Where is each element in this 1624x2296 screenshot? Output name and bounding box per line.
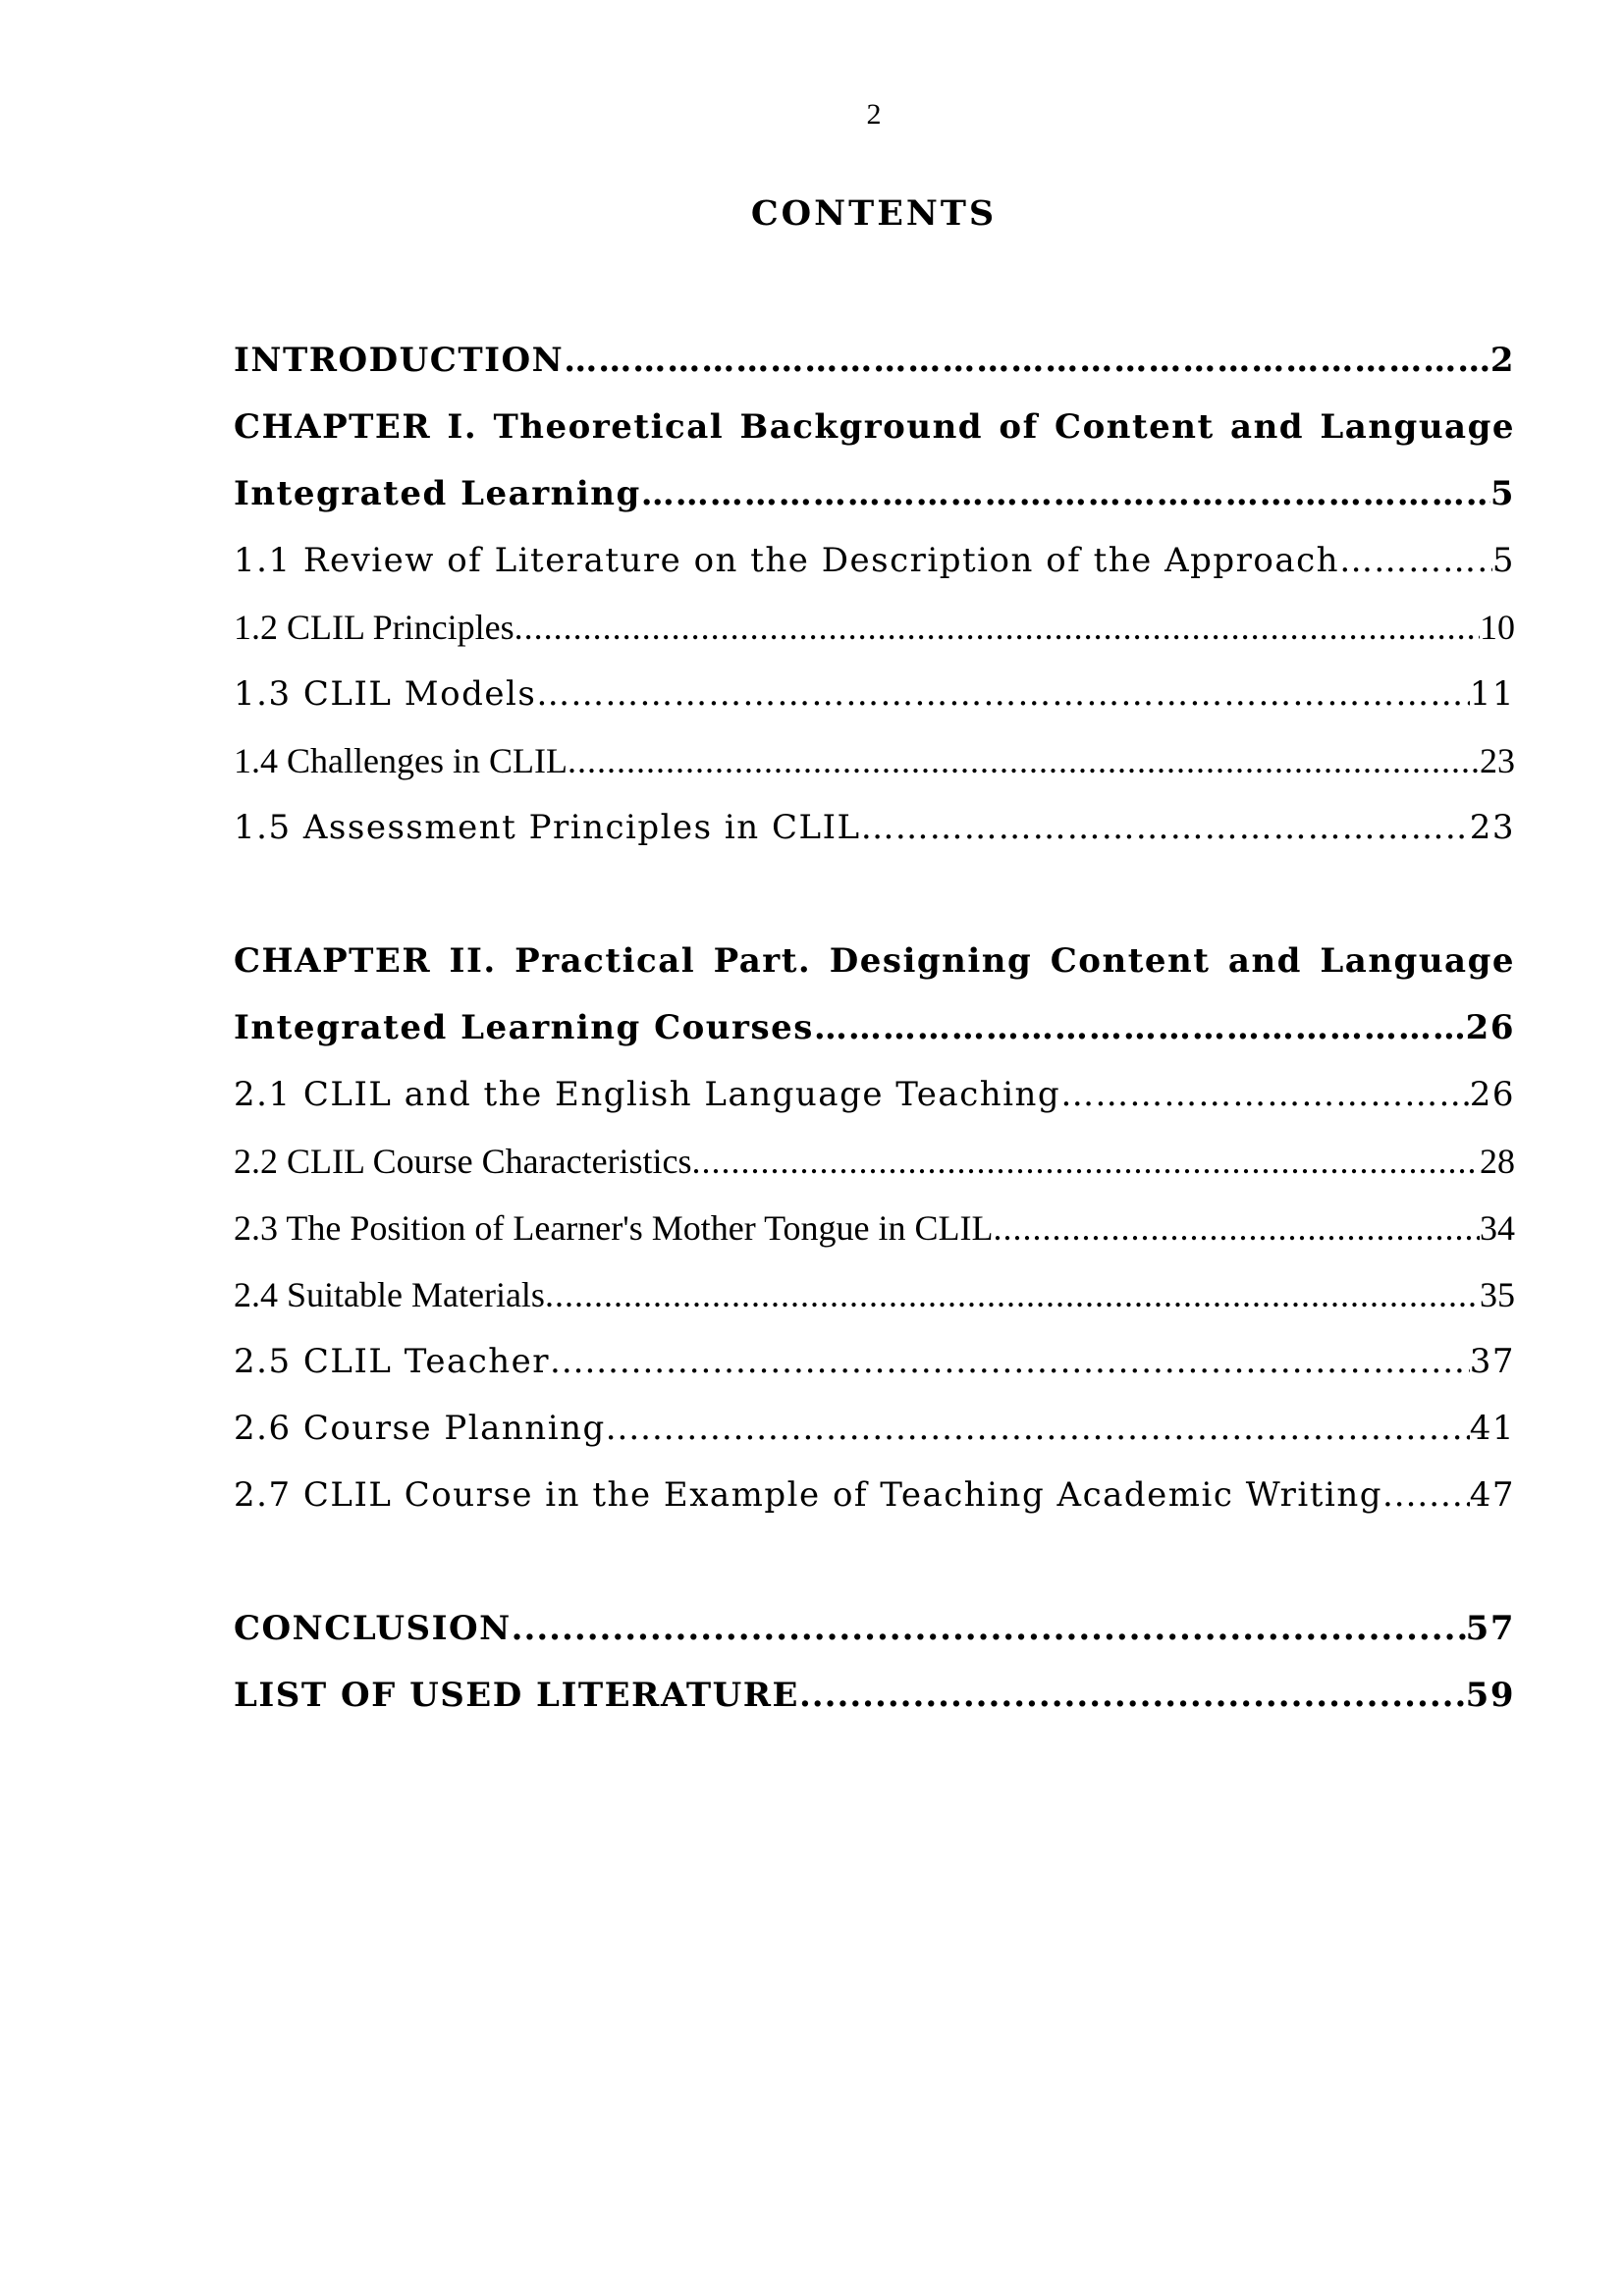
toc-entry-label: 2.7 CLIL Course in the Example of Teaching Academic Writing — [234, 1475, 1382, 1515]
toc-entry-label: 1.2 CLIL Principles — [234, 608, 514, 647]
dot-leader — [641, 460, 1490, 527]
toc-entry-section-2-1[interactable] — [234, 1061, 1515, 1128]
toc-entry-section-2-5[interactable] — [234, 1328, 1515, 1395]
dot-leader — [861, 794, 1470, 861]
page-number: 2 — [866, 98, 882, 131]
dot-leader — [1382, 1462, 1470, 1528]
toc-entry-label: 2.4 Suitable Materials — [234, 1275, 545, 1314]
toc-entry-chapter-2[interactable] — [234, 994, 1515, 1061]
toc-entry-introduction[interactable] — [234, 327, 1515, 394]
toc-entry-literature[interactable] — [234, 1662, 1515, 1729]
toc-entry-page: 35 — [1480, 1275, 1515, 1314]
toc-entry-section-1-1[interactable] — [234, 527, 1515, 594]
toc-entry-page: 2 — [1489, 341, 1515, 380]
toc-entry-page: 47 — [1469, 1475, 1515, 1515]
toc-entry-page: 34 — [1480, 1208, 1515, 1248]
toc-entry-label: LIST OF USED LITERATURE — [234, 1676, 799, 1715]
dot-leader — [814, 994, 1466, 1061]
toc-entry-page: 5 — [1491, 541, 1515, 580]
toc-entry-label: 2.3 The Position of Learner's Mother Tongue in CLIL — [234, 1208, 994, 1248]
toc-entry-label: 2.2 CLIL Course Characteristics — [234, 1142, 692, 1181]
spacer — [234, 861, 1515, 928]
toc-entry-page: 28 — [1480, 1142, 1515, 1181]
chapter-2-heading[interactable]: CHAPTER II. Practical Part. Designing Content and Language — [234, 941, 1515, 981]
toc-entry-page: 10 — [1480, 608, 1515, 647]
toc-entry-page: 37 — [1469, 1342, 1515, 1381]
toc-entry-label: 1.5 Assessment Principles in CLIL — [234, 808, 861, 847]
toc-entry-label: 1.3 CLIL Models — [234, 674, 537, 714]
toc-entry-section-1-5[interactable] — [234, 794, 1515, 861]
toc-entry-label: 1.4 Challenges in CLIL — [234, 741, 568, 780]
toc-entry-page: 26 — [1465, 1008, 1515, 1047]
dot-leader — [536, 661, 1469, 727]
toc-entry-page: 5 — [1489, 474, 1515, 513]
table-of-contents — [234, 327, 1515, 1729]
toc-entry-page: 57 — [1465, 1609, 1515, 1648]
contents-title: CONTENTS — [750, 193, 998, 234]
dot-leader — [994, 1195, 1480, 1261]
toc-entry-label: INTRODUCTION — [234, 341, 565, 380]
toc-entry-page: 23 — [1480, 741, 1515, 780]
toc-entry-section-2-6[interactable] — [234, 1395, 1515, 1462]
chapter-1-heading[interactable]: CHAPTER I. Theoretical Background of Content and Language — [234, 407, 1515, 447]
toc-entry-page: 41 — [1469, 1409, 1515, 1448]
toc-entry-section-2-4[interactable] — [234, 1261, 1515, 1328]
toc-entry-label: Integrated Learning Courses — [234, 1008, 814, 1047]
toc-entry-section-1-3[interactable] — [234, 661, 1515, 727]
toc-entry-section-1-2[interactable] — [234, 594, 1515, 661]
toc-entry-section-2-3[interactable] — [234, 1195, 1515, 1261]
toc-entry-label: 2.6 Course Planning — [234, 1409, 606, 1448]
toc-entry-section-1-4[interactable] — [234, 727, 1515, 794]
toc-entry-page: 59 — [1465, 1676, 1515, 1715]
toc-entry-label: 1.1 Review of Literature on the Description of the Approach — [234, 541, 1340, 580]
toc-entry-label: Integrated Learning — [234, 474, 641, 513]
toc-entry-label: CONCLUSION — [234, 1609, 512, 1648]
dot-leader — [514, 594, 1480, 661]
toc-entry-page: 23 — [1469, 808, 1515, 847]
dot-leader — [606, 1395, 1470, 1462]
toc-entry-label: 2.1 CLIL and the English Language Teaching — [234, 1075, 1061, 1114]
dot-leader — [564, 327, 1490, 394]
toc-entry-conclusion[interactable] — [234, 1595, 1515, 1662]
toc-entry-chapter-1[interactable] — [234, 460, 1515, 527]
dot-leader — [799, 1662, 1466, 1729]
toc-entry-page: 26 — [1469, 1075, 1515, 1114]
dot-leader — [1339, 527, 1492, 594]
toc-entry-section-2-7[interactable] — [234, 1462, 1515, 1528]
toc-entry-label: 2.5 CLIL Teacher — [234, 1342, 551, 1381]
toc-entry-section-2-2[interactable] — [234, 1128, 1515, 1195]
dot-leader — [512, 1595, 1466, 1662]
spacer — [234, 1528, 1515, 1595]
dot-leader — [692, 1128, 1480, 1195]
dot-leader — [550, 1328, 1470, 1395]
toc-entry-page: 11 — [1469, 674, 1515, 714]
dot-leader — [1060, 1061, 1470, 1128]
dot-leader — [568, 727, 1480, 794]
dot-leader — [545, 1261, 1480, 1328]
